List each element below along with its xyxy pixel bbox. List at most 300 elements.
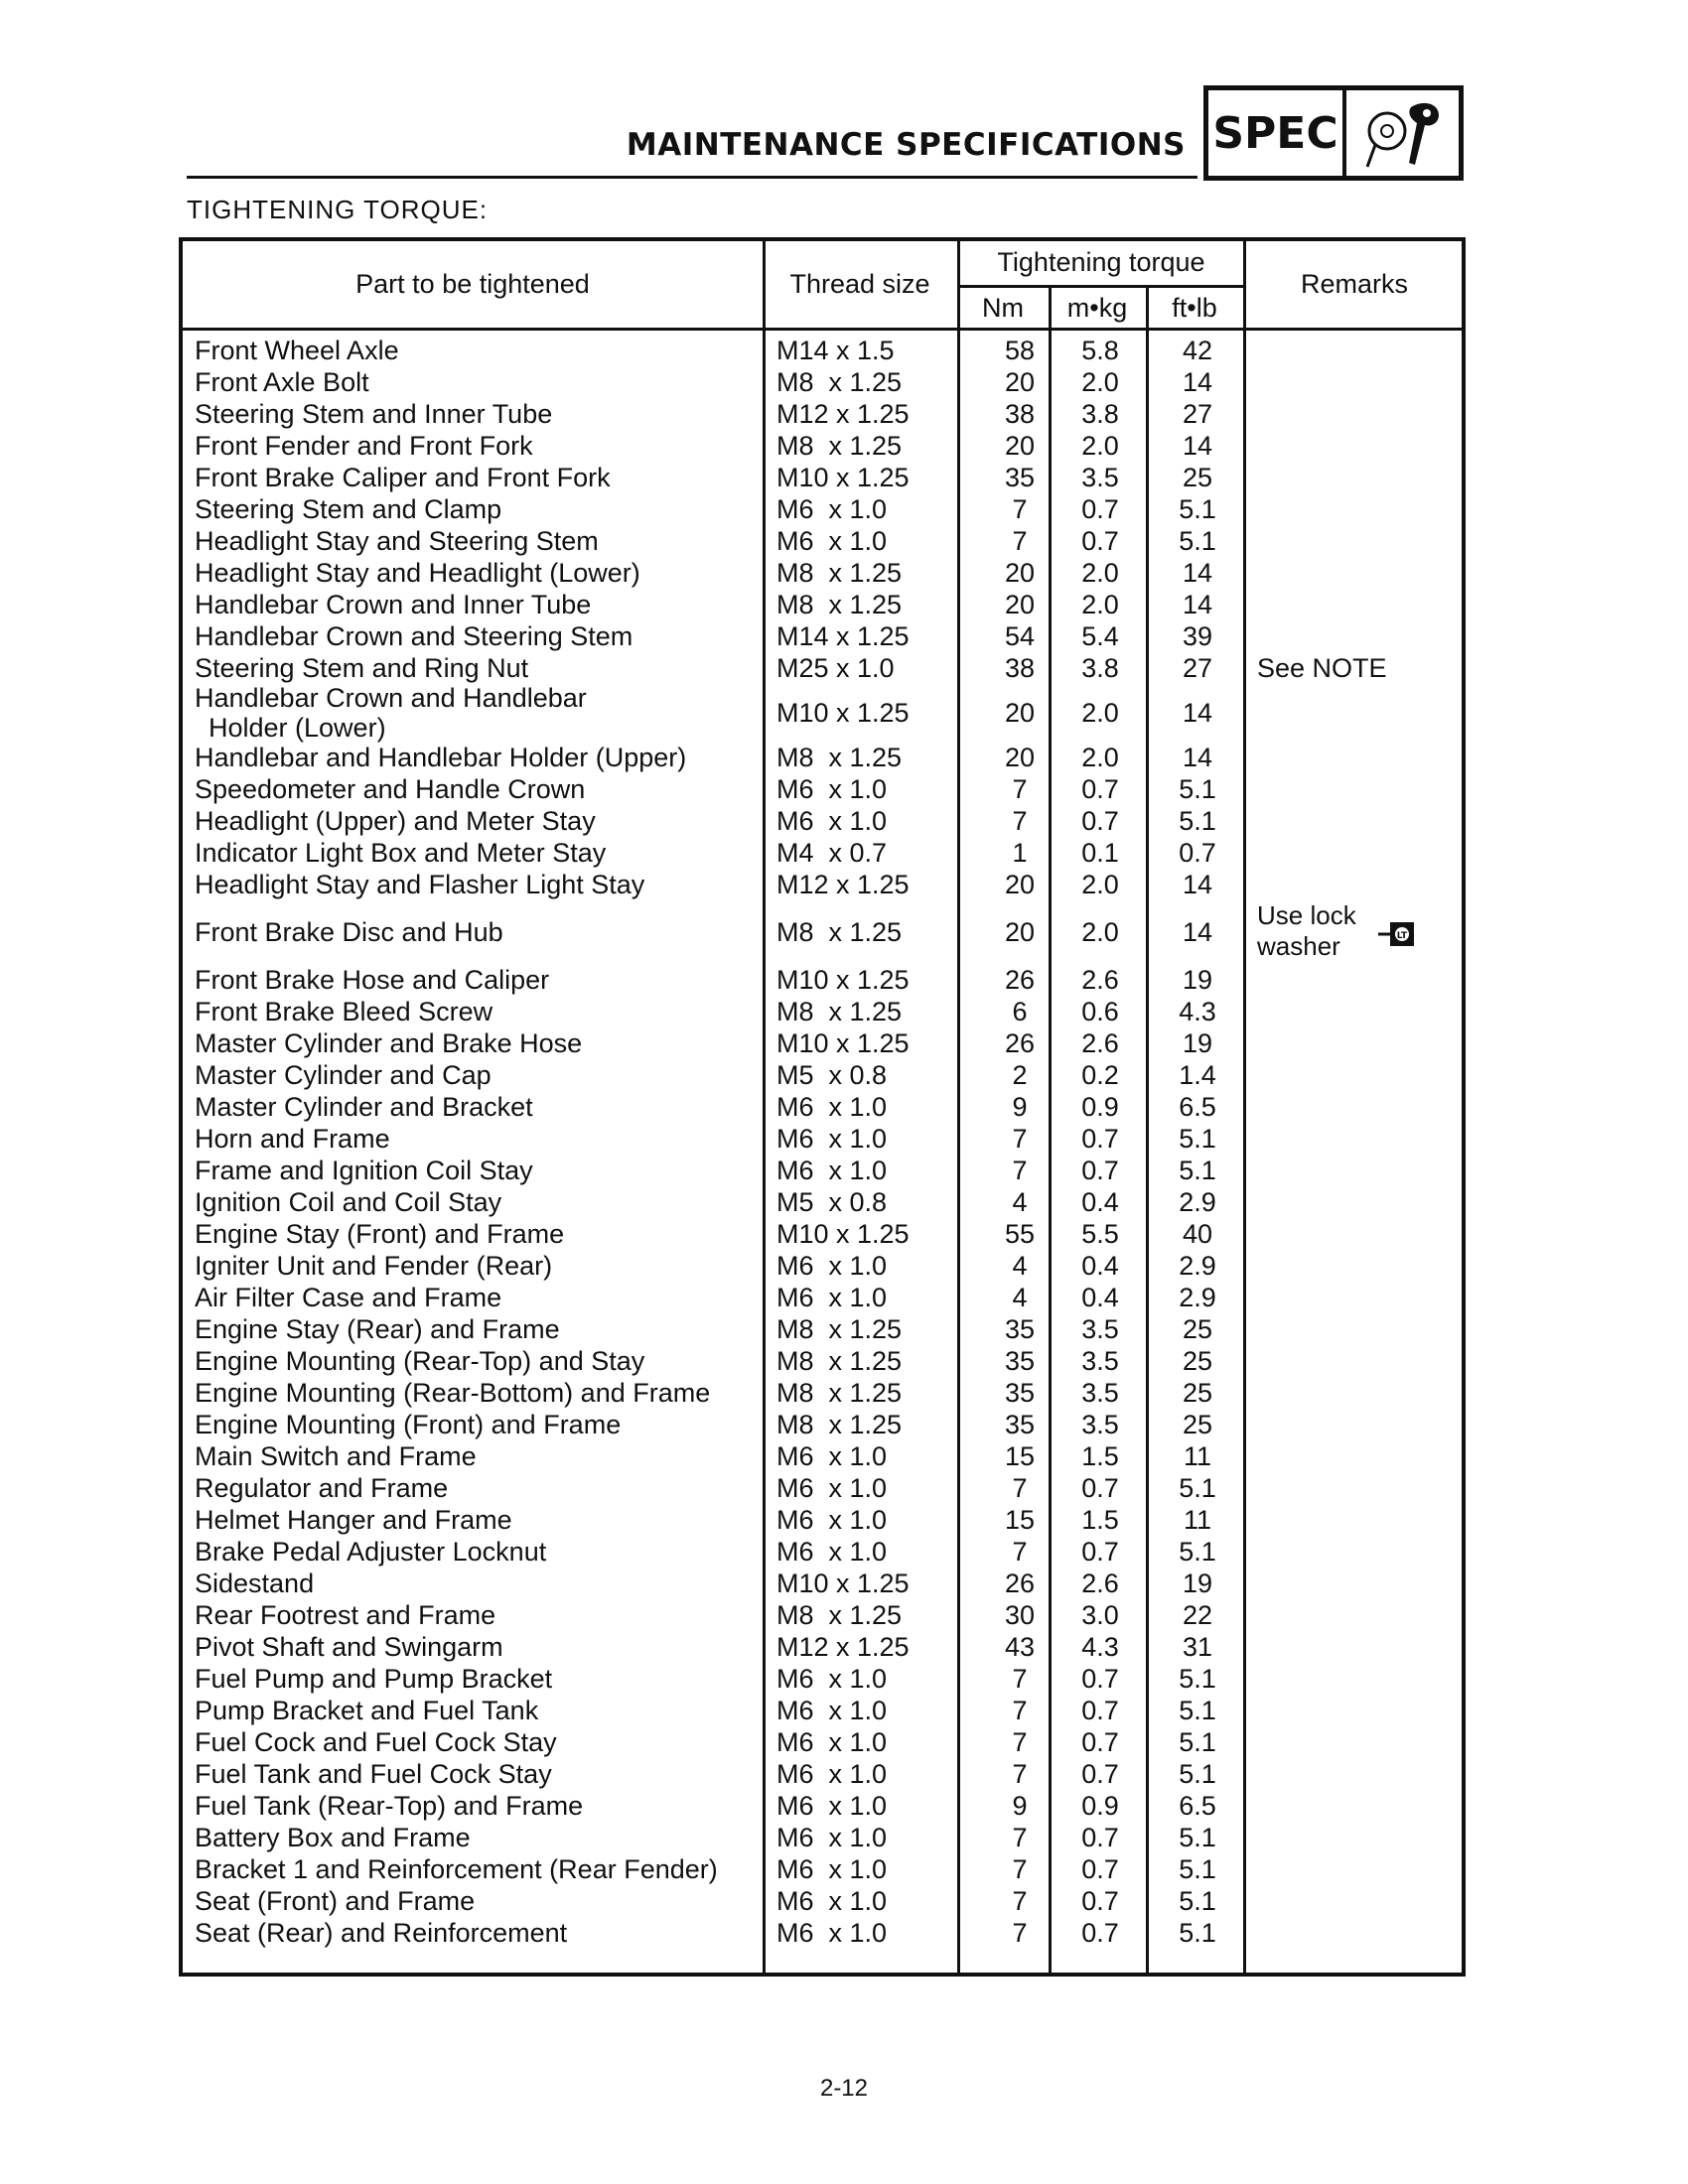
torque-mkg-cell: 2.6 — [1081, 1027, 1119, 1058]
part-label: Seat (Front) and Frame — [195, 1886, 476, 1916]
table-row — [183, 1822, 1462, 1853]
part-cell — [195, 589, 751, 620]
torque-ftlb-cell: 5.1 — [1179, 1472, 1216, 1503]
torque-mkg-cell: 0.1 — [1081, 837, 1119, 868]
table-row — [183, 1663, 1462, 1695]
part-cell — [195, 805, 751, 837]
torque-nm-cell: 35 — [1004, 1345, 1036, 1376]
thread-size-cell: M8 x 1.25 — [776, 1409, 903, 1439]
part-cell — [195, 1409, 751, 1440]
part-cell — [195, 1313, 751, 1345]
torque-mkg-cell: 1.5 — [1081, 1440, 1119, 1471]
thread-size-cell: M12 x 1.25 — [776, 869, 910, 899]
table-row — [183, 462, 1462, 493]
torque-ftlb-cell: 6.5 — [1179, 1091, 1216, 1122]
torque-ftlb-cell: 14 — [1182, 916, 1213, 947]
thread-size-cell: M8 x 1.25 — [776, 1313, 903, 1344]
part-label: Frame and Ignition Coil Stay — [195, 1156, 533, 1185]
torque-mkg-cell: 0.7 — [1081, 1123, 1119, 1154]
table-row — [183, 589, 1462, 620]
torque-ftlb-cell: 19 — [1182, 1568, 1213, 1598]
torque-mkg-cell: 0.7 — [1081, 493, 1119, 524]
torque-mkg-cell: 3.5 — [1081, 1313, 1119, 1344]
thread-size-cell: M6 x 1.0 — [776, 1853, 888, 1884]
torque-mkg-cell: 3.8 — [1081, 398, 1119, 429]
table-row — [183, 1726, 1462, 1758]
header-divider — [183, 328, 1462, 331]
torque-mkg-cell: 3.5 — [1081, 1345, 1119, 1376]
torque-ftlb-cell: 0.7 — [1179, 837, 1216, 868]
torque-ftlb-cell: 14 — [1182, 697, 1213, 728]
part-cell — [195, 1853, 751, 1885]
torque-mkg-cell: 5.4 — [1081, 620, 1119, 651]
svg-text:LT: LT — [1396, 931, 1408, 941]
torque-ftlb-cell: 2.9 — [1179, 1186, 1216, 1217]
part-label: Headlight Stay and Steering Stem — [195, 526, 599, 556]
table-row — [183, 1599, 1462, 1631]
part-cell — [195, 620, 751, 652]
part-cell — [195, 1377, 751, 1409]
torque-nm-cell: 4 — [1012, 1250, 1028, 1281]
torque-ftlb-cell: 19 — [1182, 964, 1213, 995]
thread-size-cell: M6 x 1.0 — [776, 773, 888, 804]
table-row — [183, 1536, 1462, 1568]
torque-table — [179, 237, 1466, 1977]
torque-nm-cell: 20 — [1004, 366, 1036, 397]
thread-size-cell: M6 x 1.0 — [776, 1726, 888, 1757]
torque-nm-cell: 7 — [1012, 1917, 1028, 1948]
torque-ftlb-cell: 5.1 — [1179, 773, 1216, 804]
torque-mkg-cell: 3.5 — [1081, 462, 1119, 492]
part-cell — [195, 1790, 751, 1822]
table-row — [183, 525, 1462, 557]
part-cell — [195, 1250, 751, 1282]
thread-size-cell: M6 x 1.0 — [776, 1282, 888, 1312]
thread-size-cell: M6 x 1.0 — [776, 1504, 888, 1535]
table-row — [183, 1504, 1462, 1536]
torque-nm-cell: 7 — [1012, 1472, 1028, 1503]
table-row — [183, 1250, 1462, 1282]
thread-size-cell: M5 x 0.8 — [776, 1186, 888, 1217]
torque-mkg-cell: 3.0 — [1081, 1599, 1119, 1630]
table-row — [183, 1472, 1462, 1504]
page-number: 2-12 — [819, 2075, 869, 2102]
torque-mkg-cell: 0.2 — [1081, 1059, 1119, 1090]
table-row — [183, 964, 1462, 996]
table-row — [183, 1091, 1462, 1123]
part-label: Ignition Coil and Coil Stay — [195, 1187, 502, 1217]
torque-ftlb-cell: 31 — [1182, 1631, 1213, 1662]
torque-ftlb-cell: 11 — [1183, 1504, 1212, 1535]
thread-size-cell: M8 x 1.25 — [776, 996, 903, 1026]
thread-size-cell: M6 x 1.0 — [776, 1250, 888, 1281]
table-row — [183, 1853, 1462, 1885]
part-cell — [195, 1917, 751, 1949]
thread-size-cell: M6 x 1.0 — [776, 1440, 888, 1471]
torque-mkg-cell: 0.7 — [1081, 1853, 1119, 1884]
thread-size-cell: M8 x 1.25 — [776, 1599, 903, 1630]
table-row — [183, 1027, 1462, 1059]
part-cell — [195, 1059, 751, 1091]
header-thread: Thread size — [789, 269, 930, 299]
header-remarks: Remarks — [1300, 269, 1408, 299]
torque-ftlb-cell: 14 — [1182, 742, 1213, 772]
table-row — [183, 1568, 1462, 1599]
table-row — [183, 742, 1462, 773]
torque-nm-cell: 20 — [1004, 557, 1036, 588]
table-row — [183, 1885, 1462, 1917]
part-label: Front Wheel Axle — [195, 336, 399, 365]
torque-mkg-cell: 0.7 — [1081, 525, 1119, 556]
thread-size-cell: M8 x 1.25 — [776, 916, 903, 947]
table-row — [183, 1282, 1462, 1313]
part-label: Master Cylinder and Brake Hose — [195, 1028, 583, 1058]
torque-nm-cell: 43 — [1004, 1631, 1036, 1662]
torque-mkg-cell: 0.7 — [1081, 805, 1119, 836]
part-cell — [195, 1091, 751, 1123]
torque-mkg-cell: 0.7 — [1081, 773, 1119, 804]
part-cell — [195, 1186, 751, 1218]
part-label: Regulator and Frame — [195, 1473, 449, 1503]
torque-ftlb-cell: 2.9 — [1179, 1282, 1216, 1312]
header-rule — [187, 176, 1197, 179]
torque-mkg-cell: 5.5 — [1081, 1218, 1119, 1249]
torque-nm-cell: 7 — [1012, 1155, 1028, 1185]
thread-size-cell: M8 x 1.25 — [776, 430, 903, 461]
torque-ftlb-cell: 2.9 — [1179, 1250, 1216, 1281]
torque-mkg-cell: 0.9 — [1081, 1790, 1119, 1821]
header-torque: Tightening torque — [997, 247, 1205, 277]
torque-nm-cell: 7 — [1012, 1726, 1028, 1757]
part-label: Front Axle Bolt — [195, 367, 369, 397]
torque-ftlb-cell: 14 — [1182, 366, 1213, 397]
torque-ftlb-cell: 42 — [1182, 335, 1213, 365]
torque-nm-cell: 7 — [1012, 1885, 1028, 1916]
part-cell — [195, 869, 751, 900]
part-label: Front Brake Hose and Caliper — [195, 965, 550, 995]
torque-mkg-cell: 4.3 — [1081, 1631, 1119, 1662]
torque-mkg-cell: 0.7 — [1081, 1536, 1119, 1567]
torque-ftlb-cell: 14 — [1182, 430, 1213, 461]
thread-size-cell: M8 x 1.25 — [776, 557, 903, 588]
part-label: Fuel Pump and Pump Bracket — [195, 1664, 553, 1694]
thread-size-cell: M6 x 1.0 — [776, 1663, 888, 1694]
torque-nm-cell: 7 — [1012, 1695, 1028, 1725]
thread-size-cell: M10 x 1.25 — [776, 1218, 910, 1249]
part-label: Master Cylinder and Cap — [195, 1060, 492, 1090]
torque-mkg-cell: 0.7 — [1081, 1885, 1119, 1916]
thread-size-cell: M6 x 1.0 — [776, 525, 888, 556]
table-row — [183, 557, 1462, 589]
torque-nm-cell: 2 — [1012, 1059, 1028, 1090]
torque-mkg-cell: 1.5 — [1081, 1504, 1119, 1535]
torque-ftlb-cell: 25 — [1182, 1409, 1213, 1439]
torque-ftlb-cell: 5.1 — [1179, 805, 1216, 836]
torque-nm-cell: 9 — [1012, 1790, 1028, 1821]
part-cell — [195, 652, 751, 684]
table-row — [183, 1218, 1462, 1250]
part-label: Front Brake Caliper and Front Fork — [195, 463, 611, 492]
part-label: Handlebar and Handlebar Holder (Upper) — [195, 743, 687, 772]
thread-size-cell: M6 x 1.0 — [776, 1472, 888, 1503]
torque-mkg-cell: 3.5 — [1081, 1409, 1119, 1439]
part-cell — [195, 742, 751, 773]
part-cell — [195, 557, 751, 589]
thread-size-cell: M6 x 1.0 — [776, 1822, 888, 1852]
torque-nm-cell: 26 — [1004, 1568, 1036, 1598]
torque-ftlb-cell: 5.1 — [1179, 1917, 1216, 1948]
thread-size-cell: M12 x 1.25 — [776, 398, 910, 429]
part-cell — [195, 462, 751, 493]
part-label: Rear Footrest and Frame — [195, 1600, 496, 1630]
part-cell — [195, 773, 751, 805]
part-cell — [195, 1218, 751, 1250]
part-cell — [195, 1885, 751, 1917]
torque-mkg-cell: 0.4 — [1081, 1250, 1119, 1281]
part-label: Headlight Stay and Flasher Light Stay — [195, 870, 645, 899]
part-cell — [195, 525, 751, 557]
torque-nm-cell: 15 — [1004, 1440, 1036, 1471]
torque-nm-cell: 35 — [1004, 1313, 1036, 1344]
torque-ftlb-cell: 5.1 — [1179, 525, 1216, 556]
part-label: Handlebar Crown and Steering Stem — [195, 621, 633, 651]
part-label: Steering Stem and Clamp — [195, 494, 502, 524]
torque-nm-cell: 7 — [1012, 1123, 1028, 1154]
part-cell — [195, 964, 751, 996]
spec-badge-label: SPEC — [1208, 90, 1346, 176]
header-part: Part to be tightened — [355, 269, 590, 299]
torque-mkg-cell: 0.6 — [1081, 996, 1119, 1026]
remark-line: Use lock — [1257, 900, 1356, 930]
torque-ftlb-cell: 5.1 — [1179, 1853, 1216, 1884]
header-mkg: m•kg — [1066, 293, 1128, 323]
table-row — [183, 366, 1462, 398]
part-label: Front Brake Disc and Hub — [195, 917, 503, 947]
part-label: Horn and Frame — [195, 1124, 390, 1154]
part-cell — [195, 1536, 751, 1568]
part-cell — [195, 1631, 751, 1663]
part-label: Steering Stem and Ring Nut — [195, 653, 529, 683]
thread-size-cell: M6 x 1.0 — [776, 1790, 888, 1821]
table-row — [183, 335, 1462, 366]
torque-nm-cell: 26 — [1004, 1027, 1036, 1058]
table-row — [183, 996, 1462, 1027]
thread-size-cell: M12 x 1.25 — [776, 1631, 910, 1662]
torque-mkg-cell: 0.7 — [1081, 1726, 1119, 1757]
torque-nm-cell: 7 — [1012, 1758, 1028, 1789]
wrench-gauge-icon — [1346, 90, 1459, 176]
torque-ftlb-cell: 5.1 — [1179, 1822, 1216, 1852]
part-cell — [195, 1695, 751, 1726]
torque-ftlb-cell: 14 — [1182, 589, 1213, 619]
table-row — [183, 1409, 1462, 1440]
remark-cell — [1257, 900, 1456, 964]
part-cell — [195, 1568, 751, 1599]
torque-mkg-cell: 0.7 — [1081, 1695, 1119, 1725]
torque-mkg-cell: 0.7 — [1081, 1822, 1119, 1852]
torque-ftlb-cell: 5.1 — [1179, 1726, 1216, 1757]
torque-nm-cell: 35 — [1004, 462, 1036, 492]
torque-nm-cell: 35 — [1004, 1377, 1036, 1408]
torque-mkg-cell: 3.5 — [1081, 1377, 1119, 1408]
thread-size-cell: M25 x 1.0 — [776, 652, 895, 683]
remark-line: washer — [1257, 931, 1340, 961]
thread-size-cell: M6 x 1.0 — [776, 805, 888, 836]
torque-nm-cell: 7 — [1012, 773, 1028, 804]
torque-mkg-cell: 2.0 — [1081, 869, 1119, 899]
thread-size-cell: M8 x 1.25 — [776, 742, 903, 772]
part-label: Speedometer and Handle Crown — [195, 774, 586, 804]
torque-ftlb-cell: 22 — [1182, 1599, 1213, 1630]
torque-mkg-cell: 0.4 — [1081, 1282, 1119, 1312]
thread-size-cell: M8 x 1.25 — [776, 1377, 903, 1408]
part-label: Fuel Tank (Rear-Top) and Frame — [195, 1791, 584, 1821]
thread-size-cell: M6 x 1.0 — [776, 1758, 888, 1789]
table-row — [183, 1313, 1462, 1345]
part-label: Indicator Light Box and Meter Stay — [195, 838, 607, 868]
part-label: Bracket 1 and Reinforcement (Rear Fender) — [195, 1854, 718, 1884]
table-row — [183, 1758, 1462, 1790]
part-cell — [195, 837, 751, 869]
lock-washer-icon — [1376, 918, 1420, 957]
part-cell — [195, 366, 751, 398]
torque-nm-cell: 6 — [1012, 996, 1028, 1026]
part-cell — [195, 1504, 751, 1536]
thread-size-cell: M10 x 1.25 — [776, 1568, 910, 1598]
torque-nm-cell: 20 — [1004, 742, 1036, 772]
part-label: Pivot Shaft and Swingarm — [195, 1632, 503, 1662]
thread-size-cell: M6 x 1.0 — [776, 1885, 888, 1916]
spec-badge — [1203, 85, 1464, 181]
part-cell — [195, 493, 751, 525]
torque-ftlb-cell: 5.1 — [1179, 1758, 1216, 1789]
torque-ftlb-cell: 40 — [1182, 1218, 1213, 1249]
torque-nm-cell: 20 — [1004, 916, 1036, 947]
table-row — [183, 684, 1462, 742]
torque-nm-cell: 1 — [1012, 837, 1028, 868]
torque-nm-cell: 7 — [1012, 525, 1028, 556]
torque-ftlb-cell: 4.3 — [1179, 996, 1216, 1026]
page-title: MAINTENANCE SPECIFICATIONS — [626, 127, 1186, 163]
part-label: Battery Box and Frame — [195, 1823, 471, 1852]
torque-nm-cell: 20 — [1004, 589, 1036, 619]
part-cell — [195, 1282, 751, 1313]
torque-ftlb-cell: 25 — [1182, 1345, 1213, 1376]
part-cell — [195, 1758, 751, 1790]
part-label: Engine Stay (Front) and Frame — [195, 1219, 565, 1249]
part-cell — [195, 398, 751, 430]
torque-ftlb-cell: 39 — [1182, 620, 1213, 651]
torque-ftlb-cell: 5.1 — [1179, 1695, 1216, 1725]
torque-nm-cell: 30 — [1004, 1599, 1036, 1630]
header-ftlb: ft•lb — [1172, 293, 1217, 323]
table-row — [183, 1345, 1462, 1377]
part-label: Brake Pedal Adjuster Locknut — [195, 1537, 547, 1567]
torque-nm-cell: 7 — [1012, 805, 1028, 836]
part-label: Pump Bracket and Fuel Tank — [195, 1696, 539, 1725]
part-cell — [195, 1027, 751, 1059]
table-row — [183, 1155, 1462, 1186]
part-label: Engine Mounting (Rear-Bottom) and Frame — [195, 1378, 711, 1408]
part-label: Engine Mounting (Rear-Top) and Stay — [195, 1346, 645, 1376]
table-row — [183, 837, 1462, 869]
torque-mkg-cell: 2.0 — [1081, 742, 1119, 772]
part-label: Sidestand — [195, 1569, 315, 1598]
table-row — [183, 652, 1462, 684]
part-cell — [195, 684, 751, 742]
table-row — [183, 869, 1462, 900]
table-row — [183, 1186, 1462, 1218]
table-row — [183, 493, 1462, 525]
torque-ftlb-cell: 1.4 — [1179, 1059, 1216, 1090]
table-row — [183, 1790, 1462, 1822]
torque-nm-cell: 20 — [1004, 430, 1036, 461]
thread-size-cell: M10 x 1.25 — [776, 964, 910, 995]
torque-nm-cell: 7 — [1012, 1853, 1028, 1884]
table-row — [183, 900, 1462, 964]
thread-size-cell: M8 x 1.25 — [776, 366, 903, 397]
torque-nm-cell: 20 — [1004, 869, 1036, 899]
torque-subheader-divider — [957, 285, 1245, 288]
torque-ftlb-cell: 5.1 — [1179, 1663, 1216, 1694]
part-cell — [195, 430, 751, 462]
table-row — [183, 398, 1462, 430]
torque-nm-cell: 7 — [1012, 1663, 1028, 1694]
torque-ftlb-cell: 6.5 — [1179, 1790, 1216, 1821]
part-label: Air Filter Case and Frame — [195, 1283, 502, 1312]
torque-nm-cell: 26 — [1004, 964, 1036, 995]
thread-size-cell: M14 x 1.25 — [776, 620, 910, 651]
part-label: Main Switch and Frame — [195, 1441, 477, 1471]
torque-nm-cell: 9 — [1012, 1091, 1028, 1122]
torque-ftlb-cell: 19 — [1182, 1027, 1213, 1058]
table-row — [183, 620, 1462, 652]
table-row — [183, 430, 1462, 462]
torque-nm-cell: 4 — [1012, 1282, 1028, 1312]
part-label: Handlebar Crown and Inner Tube — [195, 590, 592, 619]
torque-mkg-cell: 2.6 — [1081, 964, 1119, 995]
part-cell — [195, 1440, 751, 1472]
torque-mkg-cell: 5.8 — [1081, 335, 1119, 365]
table-row — [183, 805, 1462, 837]
torque-ftlb-cell: 25 — [1182, 462, 1213, 492]
section-label: TIGHTENING TORQUE: — [187, 195, 489, 224]
part-label: Front Fender and Front Fork — [195, 431, 533, 461]
part-cell — [195, 1663, 751, 1695]
torque-ftlb-cell: 5.1 — [1179, 1155, 1216, 1185]
torque-nm-cell: 4 — [1012, 1186, 1028, 1217]
remark-cell: See NOTE — [1257, 652, 1387, 683]
part-cell — [195, 1345, 751, 1377]
torque-ftlb-cell: 25 — [1182, 1377, 1213, 1408]
thread-size-cell: M5 x 0.8 — [776, 1059, 888, 1090]
torque-nm-cell: 35 — [1004, 1409, 1036, 1439]
thread-size-cell: M6 x 1.0 — [776, 1123, 888, 1154]
torque-nm-cell: 7 — [1012, 1536, 1028, 1567]
part-label: Steering Stem and Inner Tube — [195, 399, 553, 429]
torque-ftlb-cell: 5.1 — [1179, 1885, 1216, 1916]
part-cell — [195, 1726, 751, 1758]
torque-ftlb-cell: 25 — [1182, 1313, 1213, 1344]
thread-size-cell: M10 x 1.25 — [776, 697, 910, 728]
part-cell — [195, 996, 751, 1027]
torque-ftlb-cell: 5.1 — [1179, 493, 1216, 524]
header-nm: Nm — [982, 293, 1024, 323]
table-row — [183, 1695, 1462, 1726]
part-cell — [195, 1599, 751, 1631]
part-cell — [195, 1123, 751, 1155]
torque-mkg-cell: 3.8 — [1081, 652, 1119, 683]
